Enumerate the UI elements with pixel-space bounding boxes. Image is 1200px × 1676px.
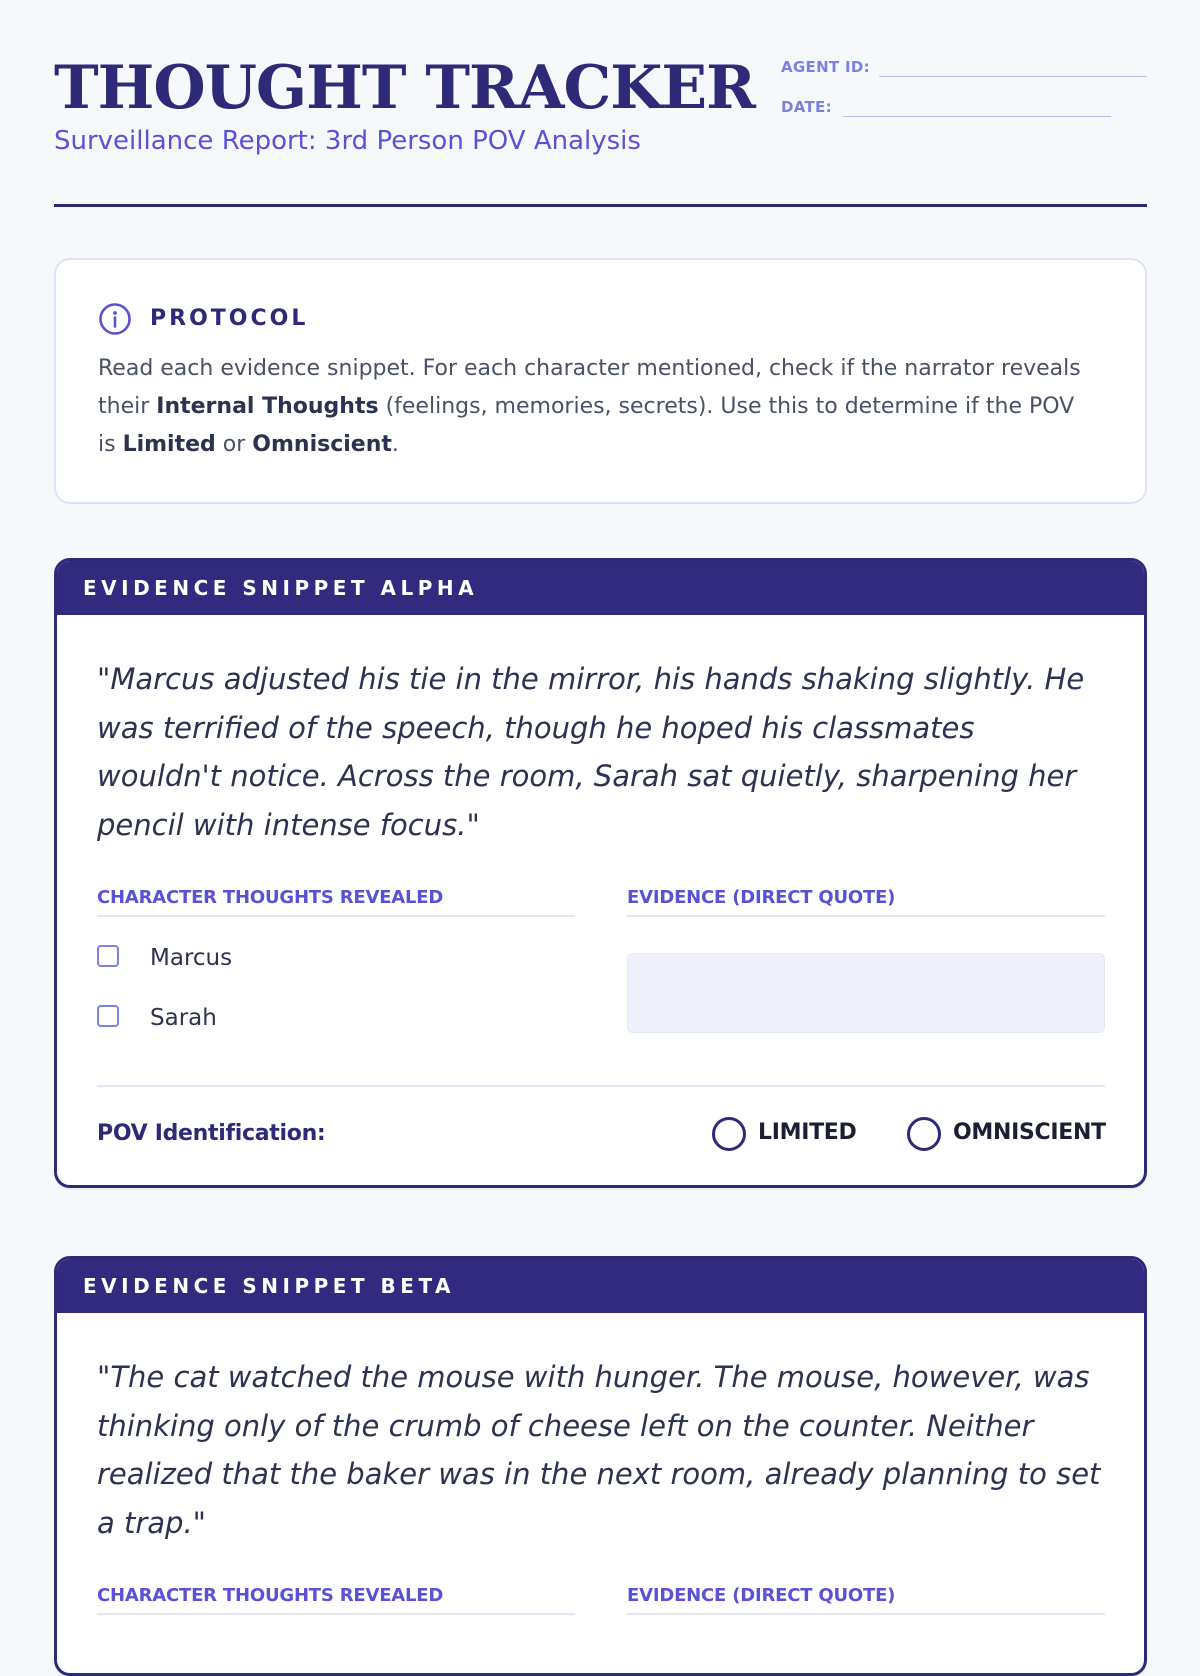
page-title: THOUGHT TRACKER xyxy=(54,53,755,123)
snippet-header xyxy=(57,561,1144,615)
evidence-snippet-alpha xyxy=(54,558,1147,1188)
divider xyxy=(97,1085,1105,1087)
protocol-emphasis-omniscient: Omniscient xyxy=(252,432,392,457)
protocol-box xyxy=(54,258,1147,504)
protocol-text xyxy=(98,350,1098,464)
protocol-text-part: Read each evidence snippet. For each character mentioned, check if the narrator reveals their xyxy=(98,356,1081,419)
agent-id-label: AGENT ID: xyxy=(781,58,870,76)
checkbox-sarah[interactable] xyxy=(97,1005,119,1027)
evidence-snippet-beta xyxy=(54,1256,1147,1676)
snippet-quote: "The cat watched the mouse with hunger. The mouse, however, was thinking only of the crumb of cheese left on the counter. Neither realized that the baker was in the next room, already planning to set a trap." xyxy=(97,1360,1101,1540)
protocol-text-part: (feelings, memories, secrets). Use this to determine if the POV is xyxy=(98,394,1075,457)
radio-label-limited: LIMITED xyxy=(758,1120,857,1145)
date-field[interactable] xyxy=(781,94,1113,124)
snippet-quote: "Marcus adjusted his tie in the mirror, his hands shaking slightly. He was terrified of the speech, though he hoped his classmates wouldn't notice. Across the room, Sarah sat quietly, sharpening her pencil with intense focus." xyxy=(97,662,1085,842)
agent-id-line[interactable] xyxy=(879,76,1147,77)
character-check-marcus[interactable] xyxy=(97,943,497,973)
info-icon xyxy=(98,302,132,336)
date-label: DATE: xyxy=(781,98,832,116)
radio-limited[interactable] xyxy=(712,1117,746,1151)
character-label-marcus: Marcus xyxy=(150,945,233,971)
character-label-sarah: Sarah xyxy=(150,1005,217,1031)
evidence-column-label: EVIDENCE (DIRECT QUOTE) xyxy=(627,887,1105,917)
snippet-header xyxy=(57,1259,1144,1313)
evidence-quote-input[interactable] xyxy=(627,953,1105,1033)
header xyxy=(54,0,1147,207)
protocol-text-part: or xyxy=(215,432,253,457)
snippet-title: EVIDENCE SNIPPET ALPHA xyxy=(83,576,479,600)
pov-identification-label: POV Identification: xyxy=(97,1121,326,1146)
thoughts-column-label: CHARACTER THOUGHTS REVEALED xyxy=(97,1585,575,1615)
protocol-emphasis-internal-thoughts: Internal Thoughts xyxy=(156,394,379,419)
evidence-column-label: EVIDENCE (DIRECT QUOTE) xyxy=(627,1585,1105,1615)
pov-option-limited[interactable] xyxy=(712,1117,862,1151)
protocol-title: PROTOCOL xyxy=(150,306,309,331)
agent-id-field[interactable] xyxy=(781,54,1147,84)
page-subtitle: Surveillance Report: 3rd Person POV Analysis xyxy=(54,126,641,156)
character-check-sarah[interactable] xyxy=(97,1003,497,1033)
radio-label-omniscient: OMNISCIENT xyxy=(953,1120,1106,1145)
protocol-header xyxy=(98,302,698,336)
snippet-title: EVIDENCE SNIPPET BETA xyxy=(83,1274,456,1298)
checkbox-marcus[interactable] xyxy=(97,945,119,967)
thoughts-column-label: CHARACTER THOUGHTS REVEALED xyxy=(97,887,575,917)
pov-option-omniscient[interactable] xyxy=(907,1117,1107,1151)
radio-omniscient[interactable] xyxy=(907,1117,941,1151)
protocol-emphasis-limited: Limited xyxy=(122,432,216,457)
date-line[interactable] xyxy=(843,116,1111,117)
protocol-text-part: . xyxy=(391,432,399,457)
worksheet-page xyxy=(54,0,1147,1606)
